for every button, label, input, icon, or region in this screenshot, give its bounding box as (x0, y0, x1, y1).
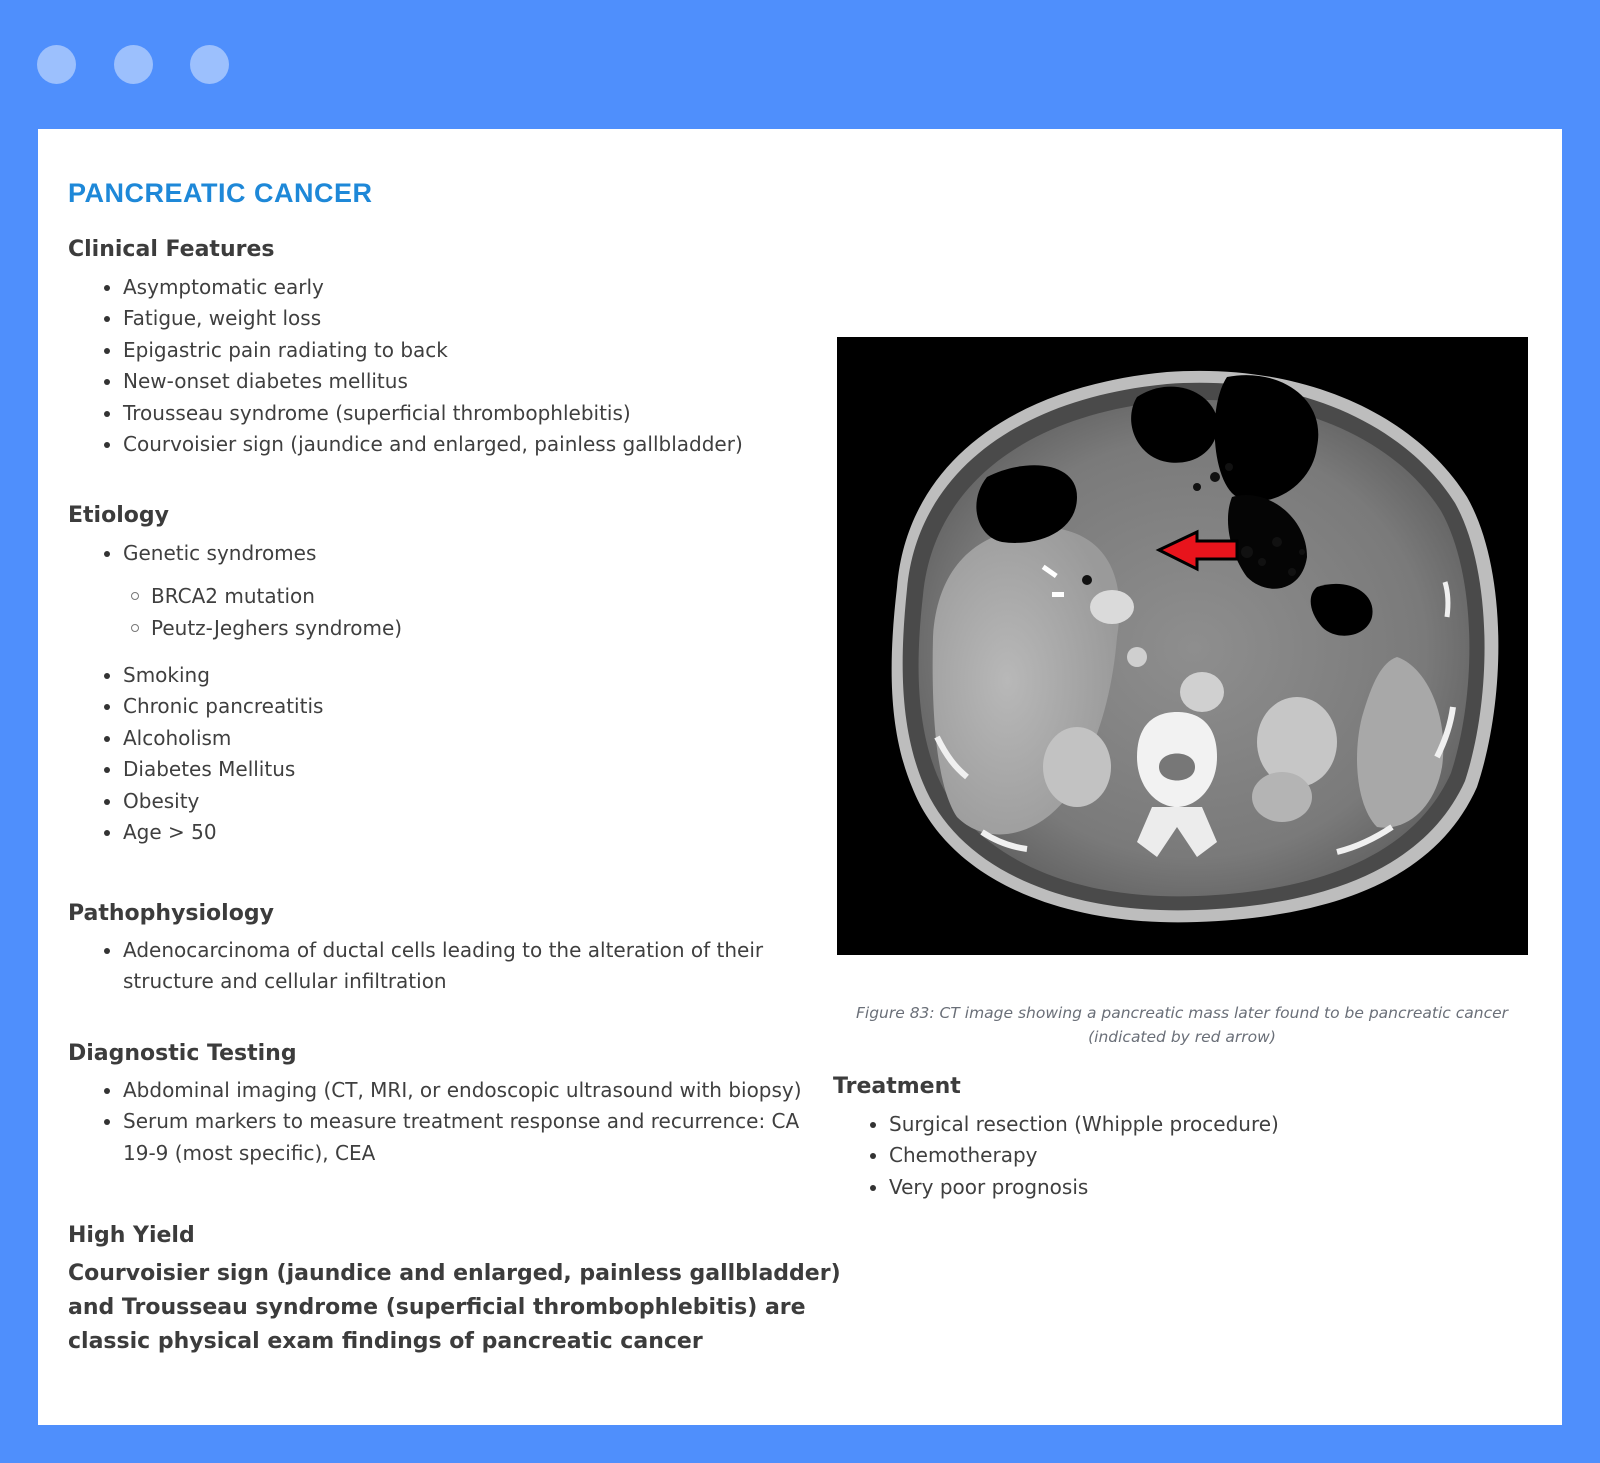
etiology-list-top (68, 538, 828, 569)
clinical-features-heading: Clinical Features (68, 237, 275, 262)
list-item: Chemotherapy (834, 1140, 1534, 1171)
list-item: Abdominal imaging (CT, MRI, or endoscopic ultrasound with biopsy) (68, 1075, 828, 1106)
figure-caption: Figure 83: CT image showing a pancreatic mass later found to be pancreatic cancer (indicated by red arrow) (855, 1004, 1509, 1046)
list-item: Courvoisier sign (jaundice and enlarged, painless gallbladder) (68, 429, 828, 460)
window-dot[interactable] (114, 45, 153, 84)
pathophysiology-list (68, 935, 768, 998)
ct-scan-graphic (837, 337, 1528, 955)
list-item: Diabetes Mellitus (68, 754, 828, 785)
list-item: Very poor prognosis (834, 1172, 1534, 1203)
etiology-heading: Etiology (68, 503, 169, 528)
treatment-list (834, 1109, 1534, 1203)
pathophysiology-heading: Pathophysiology (68, 901, 274, 926)
high-yield-text: Courvoisier sign (jaundice and enlarged, painless gallbladder) and Trousseau syndrome (superficial thrombophlebitis) are classic physical exam findings of pancreatic cancer (68, 1261, 841, 1354)
list-item: Age > 50 (68, 817, 828, 848)
window-dot[interactable] (190, 45, 229, 84)
list-item: Adenocarcinoma of ductal cells leading to the alteration of their structure and cellular infiltration (68, 935, 768, 998)
list-item: Chronic pancreatitis (68, 691, 828, 722)
list-item: Alcoholism (68, 723, 828, 754)
list-item: Obesity (68, 786, 828, 817)
ct-scan-image (837, 337, 1528, 955)
content-panel (38, 129, 1562, 1425)
list-item: Trousseau syndrome (superficial thrombophlebitis) (68, 398, 828, 429)
list-item: Genetic syndromes (68, 538, 828, 569)
list-item: Surgical resection (Whipple procedure) (834, 1109, 1534, 1140)
treatment-heading: Treatment (833, 1074, 961, 1099)
clinical-features-list (68, 272, 828, 460)
window-dot[interactable] (37, 45, 76, 84)
diagnostic-testing-heading: Diagnostic Testing (68, 1041, 297, 1066)
list-item: Fatigue, weight loss (68, 303, 828, 334)
high-yield-heading: High Yield (68, 1223, 195, 1248)
list-item: Smoking (68, 660, 828, 691)
list-item: Asymptomatic early (68, 272, 828, 303)
page-title: PANCREATIC CANCER (68, 178, 373, 208)
list-item: Epigastric pain radiating to back (68, 335, 828, 366)
list-item: BRCA2 mutation (68, 580, 828, 612)
diagnostic-testing-list (68, 1075, 828, 1169)
list-item: Serum markers to measure treatment response and recurrence: CA 19-9 (most specific), CEA (68, 1106, 828, 1169)
etiology-sublist (68, 580, 828, 644)
list-item: New-onset diabetes mellitus (68, 366, 828, 397)
etiology-list-bottom (68, 660, 828, 848)
list-item: Peutz-Jeghers syndrome) (68, 612, 828, 644)
